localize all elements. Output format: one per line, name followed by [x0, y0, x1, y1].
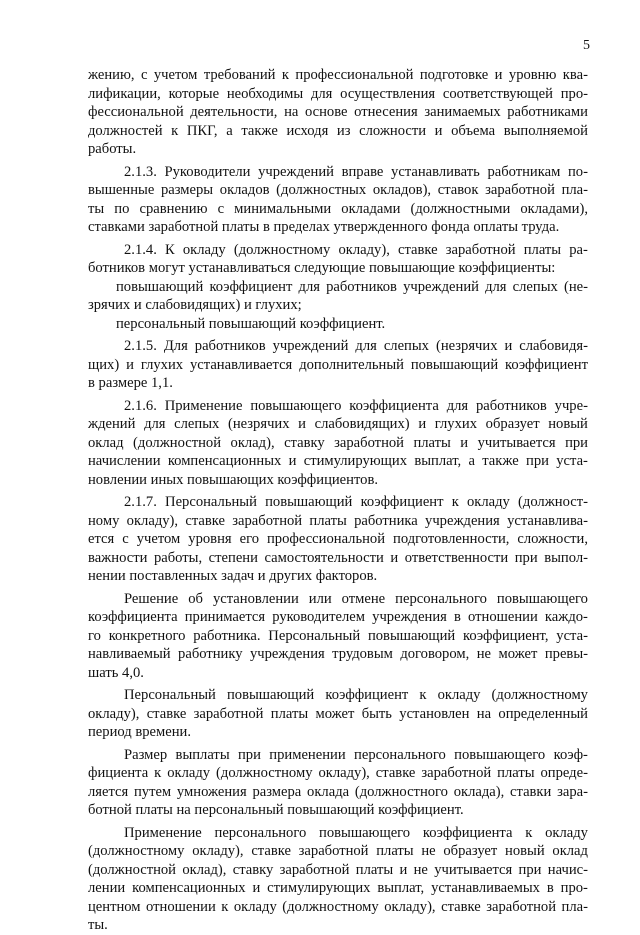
text-line: го конкретного работника. Персональный повышающий коэффициент, уста-: [88, 627, 588, 644]
text-line: окладу), ставке заработной платы может быть установлен на определенный: [88, 705, 588, 722]
text-line: ставками заработной платы в пределах утвержденного фонда оплаты труда.: [88, 219, 560, 235]
text-line: лении компенсационных и стимулирующих выплат, устанавливаемых в про-: [88, 880, 588, 896]
text-line: зрячих и слабовидящих) и глухих;: [88, 297, 302, 313]
text-line: в размере 1,1.: [88, 375, 173, 391]
text-line: коэффициента принимается руководителем учреждения в отношении каждо-: [88, 609, 588, 625]
text-line: 2.1.4. К окладу (должностному окладу), ставке заработной платы ра-: [124, 241, 588, 258]
text-line: фициента к окладу (должностному окладу), ставке заработной платы опреде-: [88, 765, 588, 781]
text-line: период времени.: [88, 724, 191, 740]
text-line: 2.1.7. Персональный повышающий коэффициент к окладу (должност-: [124, 494, 588, 510]
text-line: ному окладу), ставке заработной платы работника учреждения устанавлива-: [88, 512, 588, 529]
text-line: ляется путем умножения размера оклада (должностного оклада), ставки зара-: [88, 783, 588, 800]
text-line: нении поставленных задач и других факторов.: [88, 568, 378, 584]
text-line: Решение об установлении или отмене персонального повышающего: [124, 590, 588, 607]
text-line: ты.: [88, 917, 108, 933]
text-line: вышенные размеры окладов (должностных окладов), ставок заработной пла-: [88, 182, 588, 198]
text-line: ботников могут устанавливаться следующие повышающие коэффициенты:: [88, 260, 556, 276]
text-line: оклад (должностной оклад), ставку заработной платы и учитывается при: [88, 434, 588, 451]
text-line: важности работы, степени самостоятельности и ответственности при выпол-: [88, 549, 588, 566]
text-line: 2.1.5. Для работников учреждений для слепых (незрячих и слабовидя-: [124, 338, 588, 354]
page-number: 5: [583, 38, 590, 53]
text-line: новлении иных повышающих коэффициентов.: [88, 471, 378, 488]
text-line: ты по сравнению с минимальными окладами (должностными окладами),: [88, 200, 588, 217]
body-text: [88, 66, 588, 935]
text-line: Применение персонального повышающего коэффициента к окладу: [124, 824, 588, 841]
text-line: повышающий коэффициент для работников учреждений для слепых (не-: [116, 278, 588, 295]
text-line: работы.: [88, 141, 137, 157]
text-line: начислении компенсационных и стимулирующих выплат, а также при уста-: [88, 453, 588, 469]
text-line: 2.1.6. Применение повышающего коэффициента для работников учре-: [124, 397, 588, 414]
text-line: фессиональной деятельности, на основе отнесения занимаемых работниками: [88, 104, 588, 120]
text-line: жению, с учетом требований к профессиональной подготовке и уровню ква-: [88, 67, 588, 83]
text-line: щих) и глухих устанавливается дополнительный повышающий коэффициент: [88, 356, 588, 373]
text-line: лификации, которые необходимы для осуществления соответствующей про-: [88, 85, 588, 102]
text-line: (должностной оклад), ставку заработной платы и не учитывается при начис-: [88, 861, 588, 878]
text-line: ется с учетом уровня его профессиональной подготовленности, сложности,: [88, 531, 588, 547]
text-line: навливаемый работнику учреждения трудовым договором, не может превы-: [88, 646, 588, 662]
text-line: центном отношении к окладу (должностному окладу), ставке заработной пла-: [88, 898, 588, 915]
text-line: ждений для слепых (незрячих и слабовидящих) и глухих образует новый: [88, 416, 588, 432]
text-line: Размер выплаты при применении персонального повышающего коэф-: [124, 746, 588, 763]
text-line: (должностному окладу), ставке заработной платы не образует новый оклад: [88, 843, 588, 859]
text-line: персональный повышающий коэффициент.: [116, 315, 386, 332]
text-line: шать 4,0.: [88, 664, 144, 681]
text-line: 2.1.3. Руководители учреждений вправе устанавливать работникам по-: [124, 163, 588, 180]
text-line: должностей к ПКГ, а также исходя из сложности и объема выполняемой: [88, 122, 588, 139]
text-line: Персональный повышающий коэффициент к окладу (должностному: [124, 687, 588, 703]
text-line: ботной платы на персональный повышающий коэффициент.: [88, 802, 464, 818]
